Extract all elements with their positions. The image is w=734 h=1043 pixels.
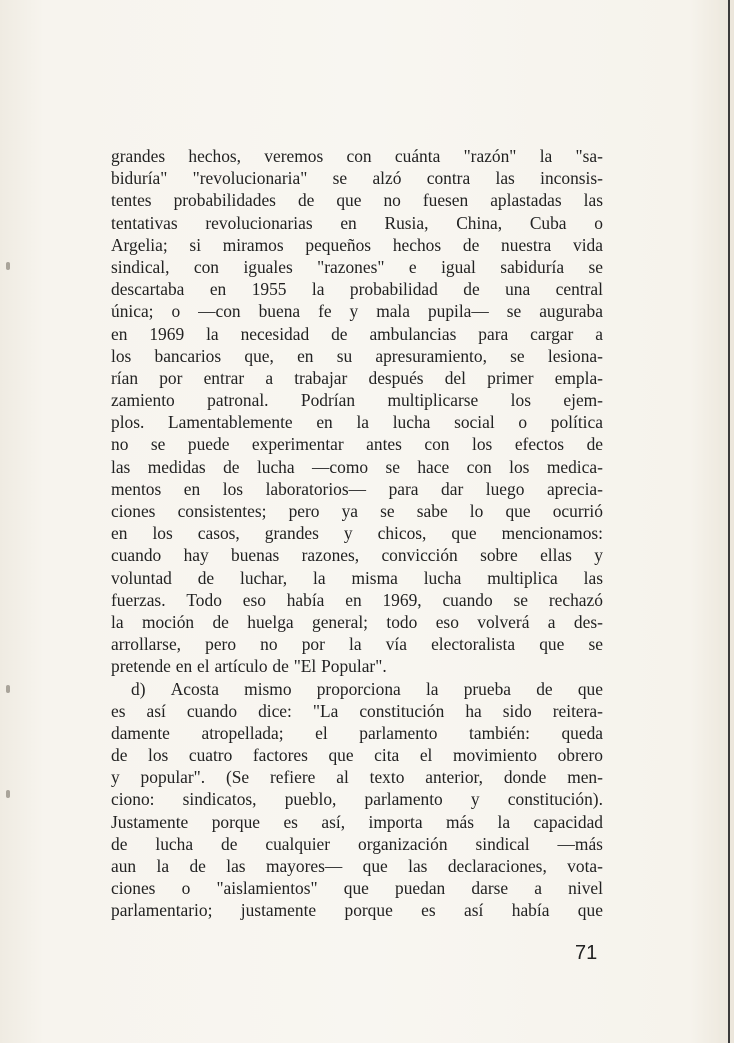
text-line: ciono: sindicatos, pueblo, parlamento y constitución).: [111, 789, 603, 810]
text-line: las medidas de lucha —como se hace con los medica-: [111, 456, 603, 477]
text-line: sindical, con iguales "razones" e igual sabiduría se: [111, 256, 603, 277]
text-line: Justamente porque es así, importa más la capacidad: [111, 811, 603, 832]
text-line: plos. Lamentablemente en la lucha social o política: [111, 412, 603, 433]
text-line: parlamentario; justamente porque es así había que: [111, 900, 603, 921]
text-line: y popular". (Se refiere al texto anterior, donde men-: [111, 767, 603, 788]
text-line: d) Acosta mismo proporciona la prueba de que: [131, 678, 603, 699]
text-line: mentos en los laboratorios— para dar luego aprecia-: [111, 478, 603, 499]
text-line: cuando hay buenas razones, convicción sobre ellas y: [111, 545, 603, 566]
text-line: fuerzas. Todo eso había en 1969, cuando se rechazó: [111, 589, 603, 610]
margin-mark: [6, 685, 10, 693]
text-line: de lucha de cualquier organización sindical —más: [111, 833, 603, 854]
body-text: [111, 145, 603, 922]
text-line: zamiento patronal. Podrían multiplicarse los ejem-: [111, 390, 603, 411]
text-line: única; o —con buena fe y mala pupila— se auguraba: [111, 301, 603, 322]
text-line: rían por entrar a trabajar después del primer empla-: [111, 367, 603, 388]
text-line: grandes hechos, veremos con cuánta "razón" la "sa-: [111, 146, 603, 166]
text-line: voluntad de luchar, la misma lucha multiplica las: [111, 567, 603, 588]
text-line: en los casos, grandes y chicos, que mencionamos:: [111, 523, 603, 544]
text-line: de los cuatro factores que cita el movimiento obrero: [111, 745, 603, 766]
text-line: biduría" "revolucionaria" se alzó contra las inconsis-: [111, 168, 603, 189]
text-line: ciones consistentes; pero ya se sabe lo que ocurrió: [111, 501, 603, 521]
margin-mark: [6, 262, 10, 270]
text-line: la moción de huelga general; todo eso volverá a des-: [111, 611, 603, 632]
text-line: arrollarse, pero no por la vía electoralista que se: [111, 634, 603, 655]
text-line: tentativas revolucionarias en Rusia, China, Cuba o: [111, 212, 603, 233]
text-line: descartaba en 1955 la probabilidad de una central: [111, 279, 603, 300]
text-line: pretende en el artículo de "El Popular".: [111, 656, 387, 677]
text-line: es así cuando dice: "La constitución ha sido reitera-: [111, 700, 603, 721]
text-line: los bancarios que, en su apresuramiento, se lesiona-: [111, 345, 603, 366]
text-line: damente atropellada; el parlamento también: queda: [111, 722, 603, 743]
margin-mark: [6, 790, 10, 798]
text-line: ciones o "aislamientos" que puedan darse a nivel: [111, 878, 603, 899]
text-line: Argelia; si miramos pequeños hechos de nuestra vida: [111, 234, 603, 255]
text-line: tentes probabilidades de que no fuesen aplastadas las: [111, 190, 603, 211]
text-line: aun la de las mayores— que las declaraciones, vota-: [111, 856, 603, 876]
page-number: 71: [575, 942, 598, 964]
page-edge: [728, 0, 730, 1043]
text-line: en 1969 la necesidad de ambulancias para cargar a: [111, 323, 603, 344]
text-line: no se puede experimentar antes con los efectos de: [111, 434, 603, 455]
